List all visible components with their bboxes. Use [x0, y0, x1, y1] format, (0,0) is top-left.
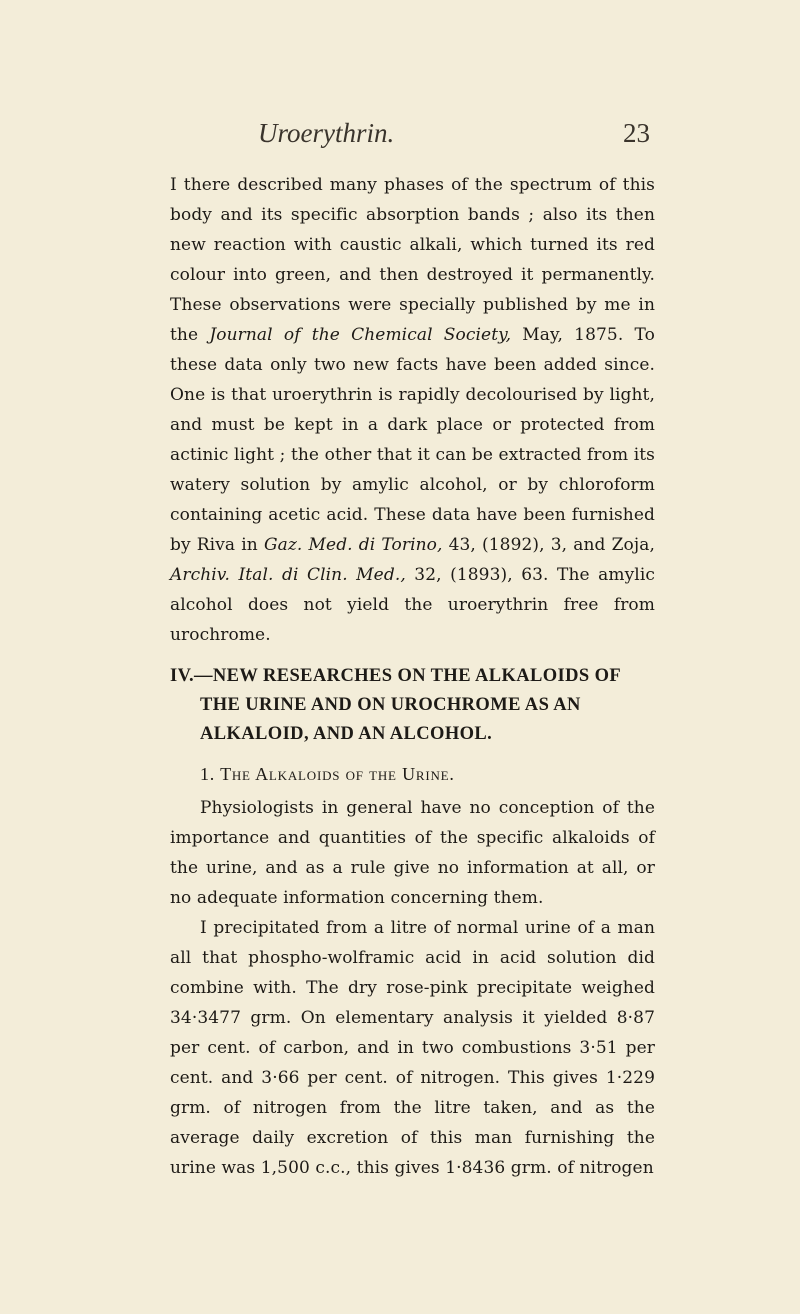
text-run: I there described many phases of the spectrum of this body and its specific absorption bands ; also its then new reaction with caustic alkali, which turned its red colour into green, and then destroyed it permanently. These observations were specially published by me in the — [170, 175, 655, 345]
text-run: May, 1875. To these data only two new facts have been added since. One is that uroerythrin is rapidly decolourised by light, and must be kept in a dark place or protected from actinic light ; the other that it can be extracted from its watery solution by amylic alcohol, or by chloroform containing acetic acid. These data have been furnished by Riva in — [170, 325, 655, 555]
journal-citation: Journal of the Chemical Society, — [209, 325, 512, 345]
body-text — [170, 170, 655, 1183]
text-run: 43, (1892), 3, and Zoja, — [442, 535, 655, 555]
archiv-citation: Archiv. Ital. di Clin. Med., — [170, 565, 406, 585]
paragraph-uroerythrin-history — [170, 170, 655, 650]
page-number: 23 — [623, 118, 650, 148]
section-heading: IV.—NEW RESEARCHES ON THE ALKALOIDS OF THE URINE AND ON UROCHROME AS AN ALKALOID, AND AN ALCOHOL. — [170, 666, 621, 744]
sub-heading: 1. The Alkaloids of the Urine. — [200, 764, 455, 784]
gazette-citation: Gaz. Med. di Torino, — [263, 535, 443, 555]
paragraph-precipitation: I precipitated from a litre of normal urine of a man all that phospho-wolframic acid in acid solution did combine with. The dry rose-pink precipitate weighed 34·3477 grm. On elementary analysis it yielded 8·87 per cent. of carbon, and in two combustions 3·51 per cent. and 3·66 per cent. of nitrogen. This gives 1·229 grm. of nitrogen from the litre taken, and as the average daily excretion of this man furnishing the urine was 1,500 c.c., this gives 1·8436 grm. of nitrogen — [170, 918, 655, 1178]
running-title: Uroerythrin. — [258, 118, 395, 148]
running-head — [0, 118, 800, 158]
text-run: 32, (1893), 63. The amylic alcohol does not yield the uroerythrin free from urochrome. — [170, 565, 655, 645]
paragraph-physiologists: Physiologists in general have no conception of the importance and quantities of the specific alkaloids of the urine, and as a rule give no information at all, or no adequate information concerning them. — [170, 798, 655, 908]
